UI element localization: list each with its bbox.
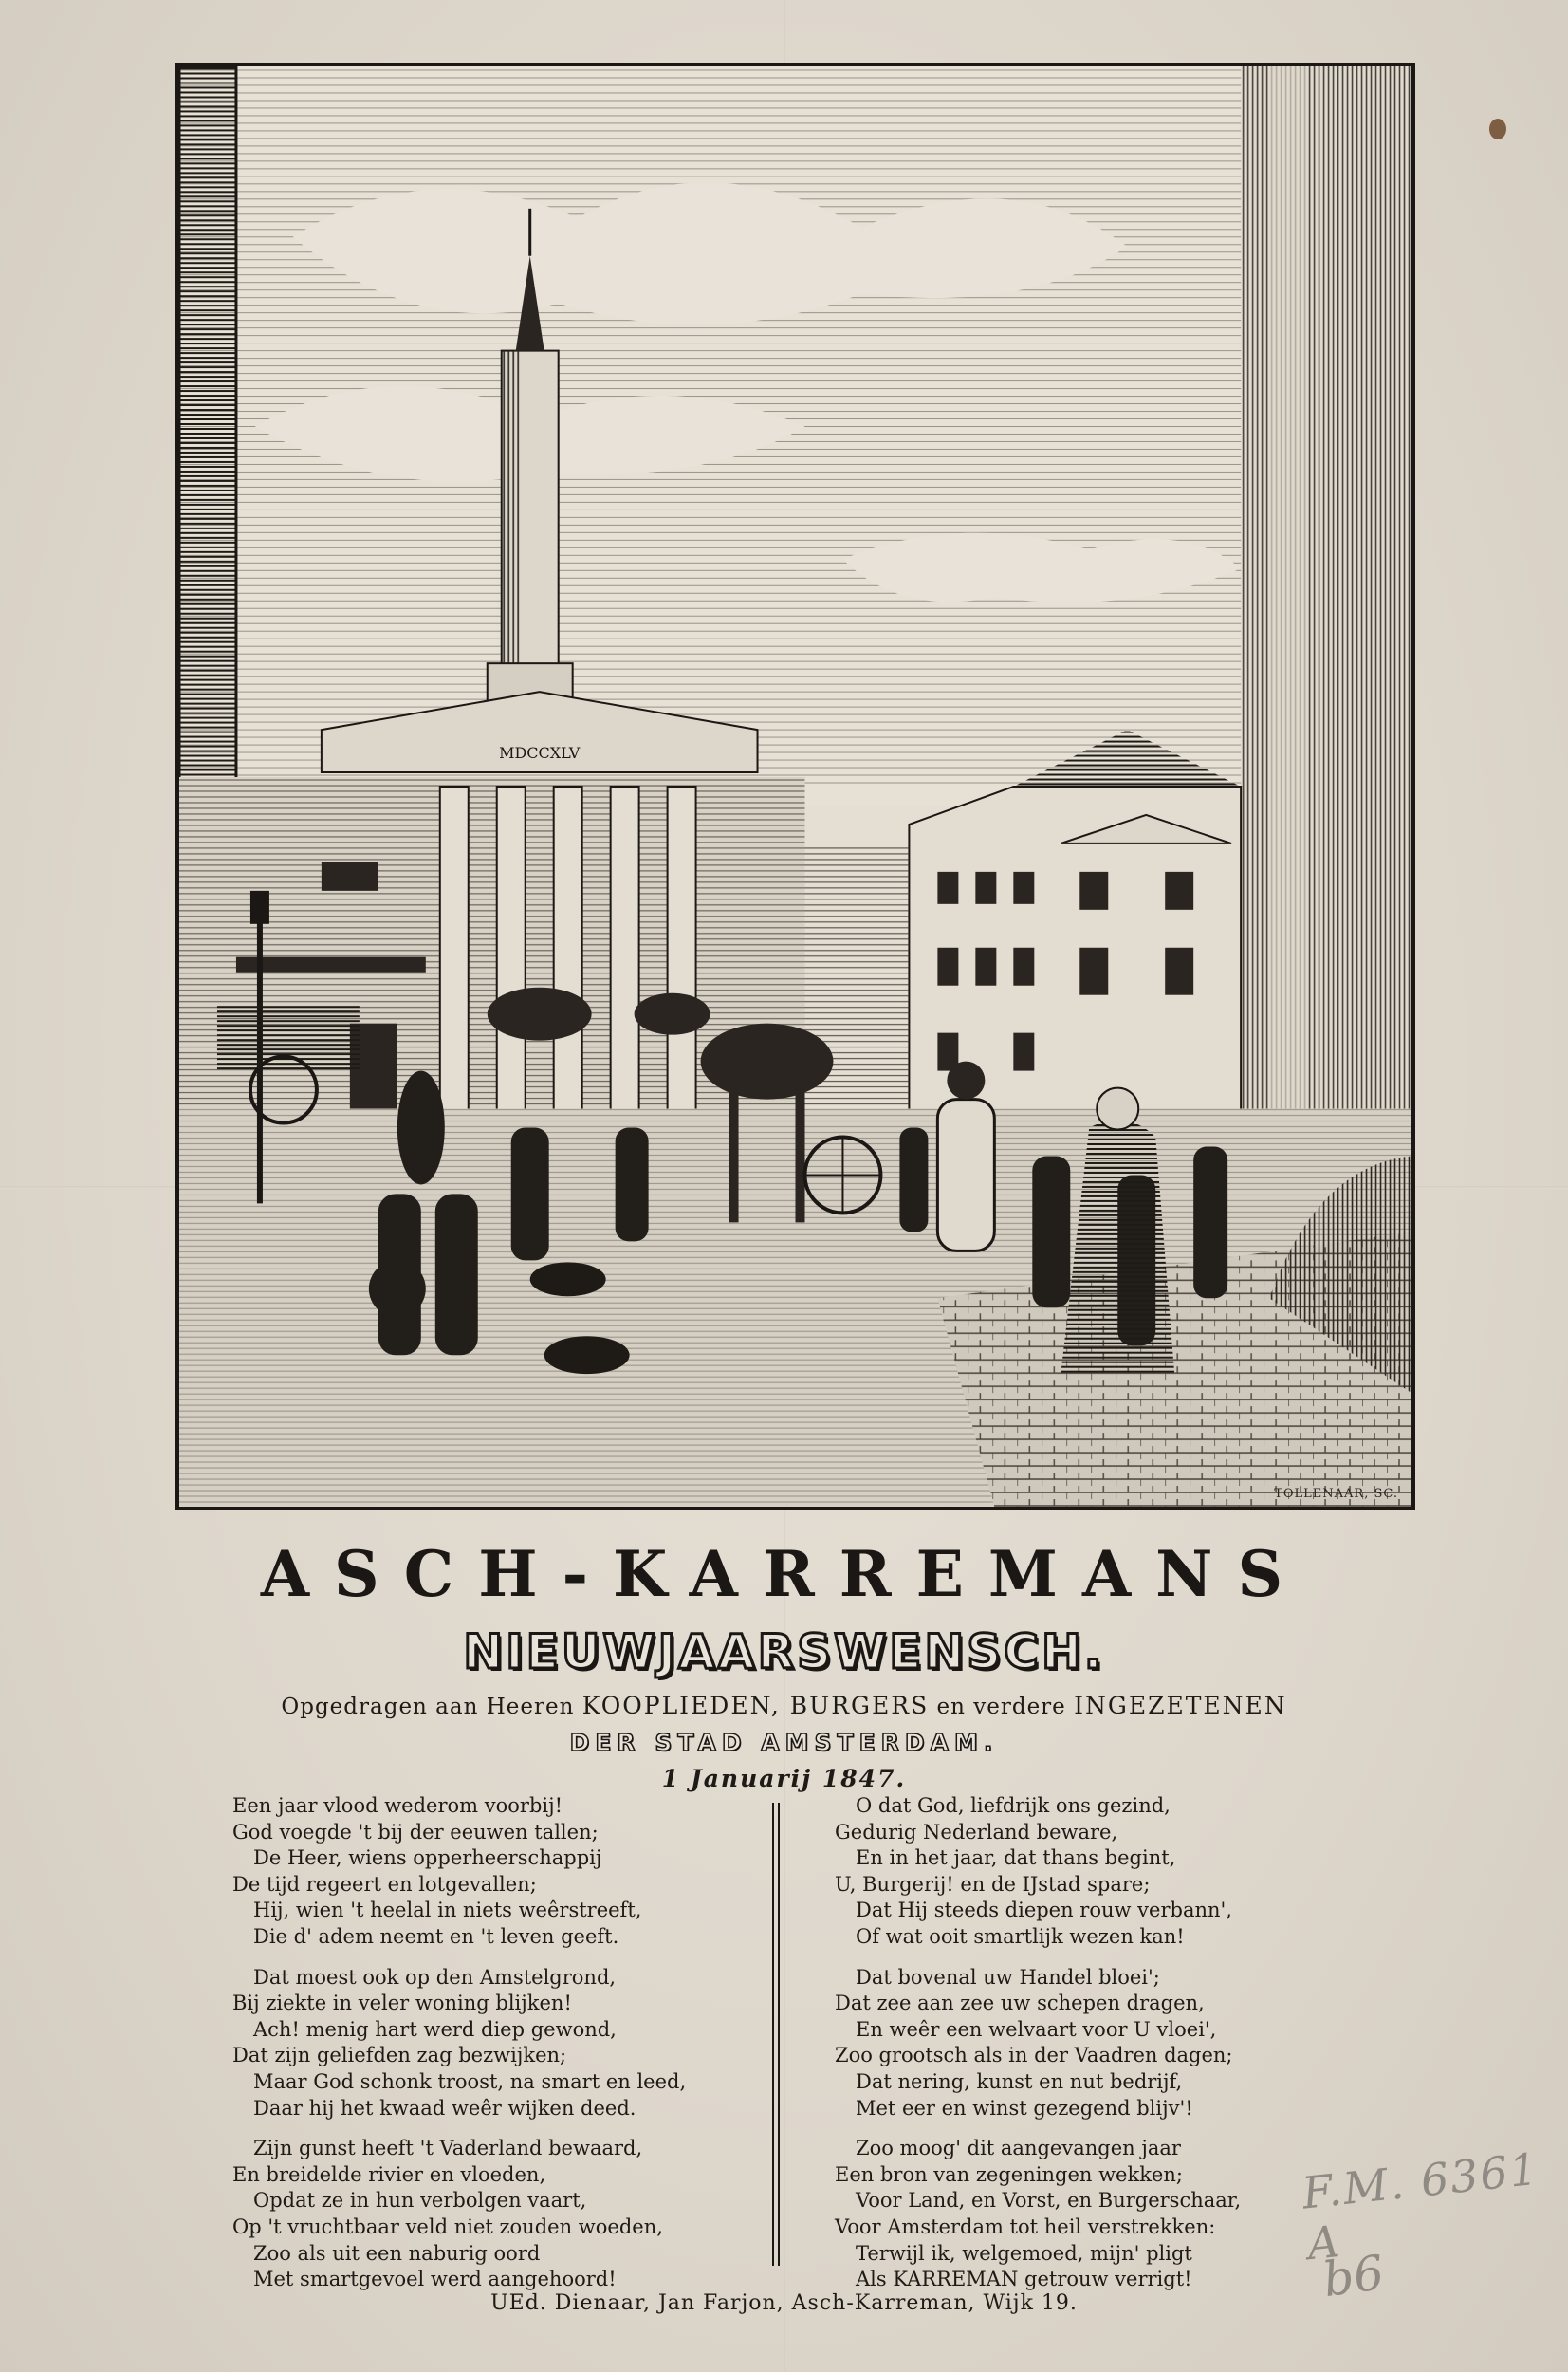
poem-line: U, Burgerij! en de IJstad spare; bbox=[835, 1872, 1151, 1896]
poem-line: De Heer, wiens opperheerschappij bbox=[253, 1846, 602, 1870]
pencil-annotation-number: b6 bbox=[1319, 2244, 1388, 2308]
poem-line: Een bron van zegeningen wekken; bbox=[835, 2162, 1183, 2186]
poem-line: De tijd regeert en lotgevallen; bbox=[232, 1872, 537, 1896]
poem-line: Een jaar vlood wederom voorbij! bbox=[232, 1794, 563, 1817]
poem-line: En weêr een welvaart voor U vloei', bbox=[856, 2017, 1217, 2041]
poem-line: En breidelde rivier en vloeden, bbox=[232, 2162, 546, 2186]
poem-line: O dat God, liefdrijk ons gezind, bbox=[856, 1794, 1171, 1817]
poem-line: Dat zee aan zee uw schepen dragen, bbox=[835, 1992, 1205, 2015]
poem-line: Zoo als uit een naburig oord bbox=[253, 2241, 541, 2265]
stanza bbox=[835, 1965, 1328, 2122]
poem-line: God voegde 't bij der eeuwen tallen; bbox=[232, 1820, 599, 1844]
column-divider bbox=[772, 1803, 780, 2266]
stanza bbox=[232, 2136, 726, 2293]
title: ASCH-KARREMANS bbox=[260, 1537, 1308, 1611]
poem-line: Dat zijn geliefden zag bezwijken; bbox=[232, 2044, 567, 2067]
poem-line: Met smartgevoel werd aangehoord! bbox=[253, 2268, 617, 2291]
pencil-annotation-inventory: F.M. 6361 A bbox=[1300, 2142, 1542, 2270]
poem-line: Zoo moog' dit aangevangen jaar bbox=[856, 2137, 1181, 2160]
engraving-illustration bbox=[175, 63, 1415, 1510]
poem-line: Bij ziekte in veler woning blijken! bbox=[232, 1992, 572, 2015]
street-scene-image bbox=[179, 66, 1411, 1507]
poem-line: Dat Hij steeds diepen rouw verbann', bbox=[856, 1899, 1232, 1922]
poem-line: Zoo grootsch als in der Vaadren dagen; bbox=[835, 2044, 1233, 2067]
poem-line: Die d' adem neemt en 't leven geeft. bbox=[253, 1924, 619, 1948]
city-line: DER STAD AMSTERDAM. bbox=[569, 1729, 999, 1756]
poem-line: Dat nering, kunst en nut bedrijf, bbox=[856, 2069, 1183, 2093]
poem-line: Met eer en winst gezegend blijv'! bbox=[856, 2096, 1193, 2120]
poem-line: Als KARREMAN getrouw verrigt! bbox=[856, 2268, 1192, 2291]
poem-line: Zijn gunst heeft 't Vaderland bewaard, bbox=[253, 2137, 643, 2160]
poem-line: Dat bovenal uw Handel bloei'; bbox=[856, 1965, 1160, 1989]
pediment-inscription: MDCCXLV bbox=[499, 744, 581, 763]
poem-line: Ach! menig hart werd diep gewond, bbox=[253, 2017, 617, 2041]
ink-stain bbox=[1489, 119, 1506, 139]
poem-left-column bbox=[232, 1793, 726, 2307]
footer-signature: UEd. Dienaar, Jan Farjon, Asch-Karreman, Wijk 19. bbox=[490, 2291, 1078, 2315]
poem-line: Op 't vruchtbaar veld niet zouden woeden, bbox=[232, 2214, 663, 2238]
poem-line: Voor Land, en Vorst, en Burgerschaar, bbox=[856, 2189, 1242, 2213]
stanza bbox=[232, 1965, 726, 2122]
dedication-pre: Opgedragen aan Heeren bbox=[281, 1695, 575, 1719]
poem-line: Terwijl ik, welgemoed, mijn' pligt bbox=[856, 2241, 1192, 2265]
dedication bbox=[0, 1692, 1568, 1719]
dedication-caps-1: KOOPLIEDEN, BURGERS bbox=[581, 1692, 930, 1719]
date-line: 1 Januarij 1847. bbox=[661, 1765, 907, 1792]
stanza bbox=[232, 1793, 726, 1951]
subtitle: NIEUWJAARSWENSCH. bbox=[463, 1624, 1105, 1679]
stanza bbox=[835, 2136, 1328, 2293]
poem-line: Of wat ooit smartlijk wezen kan! bbox=[856, 1924, 1185, 1948]
poem-line: Gedurig Nederland beware, bbox=[835, 1820, 1118, 1844]
poem-line: Maar God schonk troost, na smart en leed, bbox=[253, 2069, 687, 2093]
poem-line: Hij, wien 't heelal in niets weêrstreeft, bbox=[253, 1899, 642, 1922]
poem-line: Dat moest ook op den Amstelgrond, bbox=[253, 1965, 617, 1989]
poem-line: Voor Amsterdam tot heil verstrekken: bbox=[835, 2214, 1216, 2238]
poem-right-column bbox=[835, 1793, 1328, 2307]
poem-line: Daar hij het kwaad weêr wijken deed. bbox=[253, 2096, 636, 2120]
dedication-mid: en verdere bbox=[936, 1695, 1066, 1719]
poem-line: Opdat ze in hun verbolgen vaart, bbox=[253, 2189, 587, 2213]
dedication-caps-2: INGEZETENEN bbox=[1074, 1692, 1287, 1719]
engraver-signature: TOLLENAAR, SC. bbox=[1274, 1487, 1398, 1501]
poem-line: En in het jaar, dat thans begint, bbox=[856, 1846, 1176, 1870]
stanza bbox=[835, 1793, 1328, 1951]
